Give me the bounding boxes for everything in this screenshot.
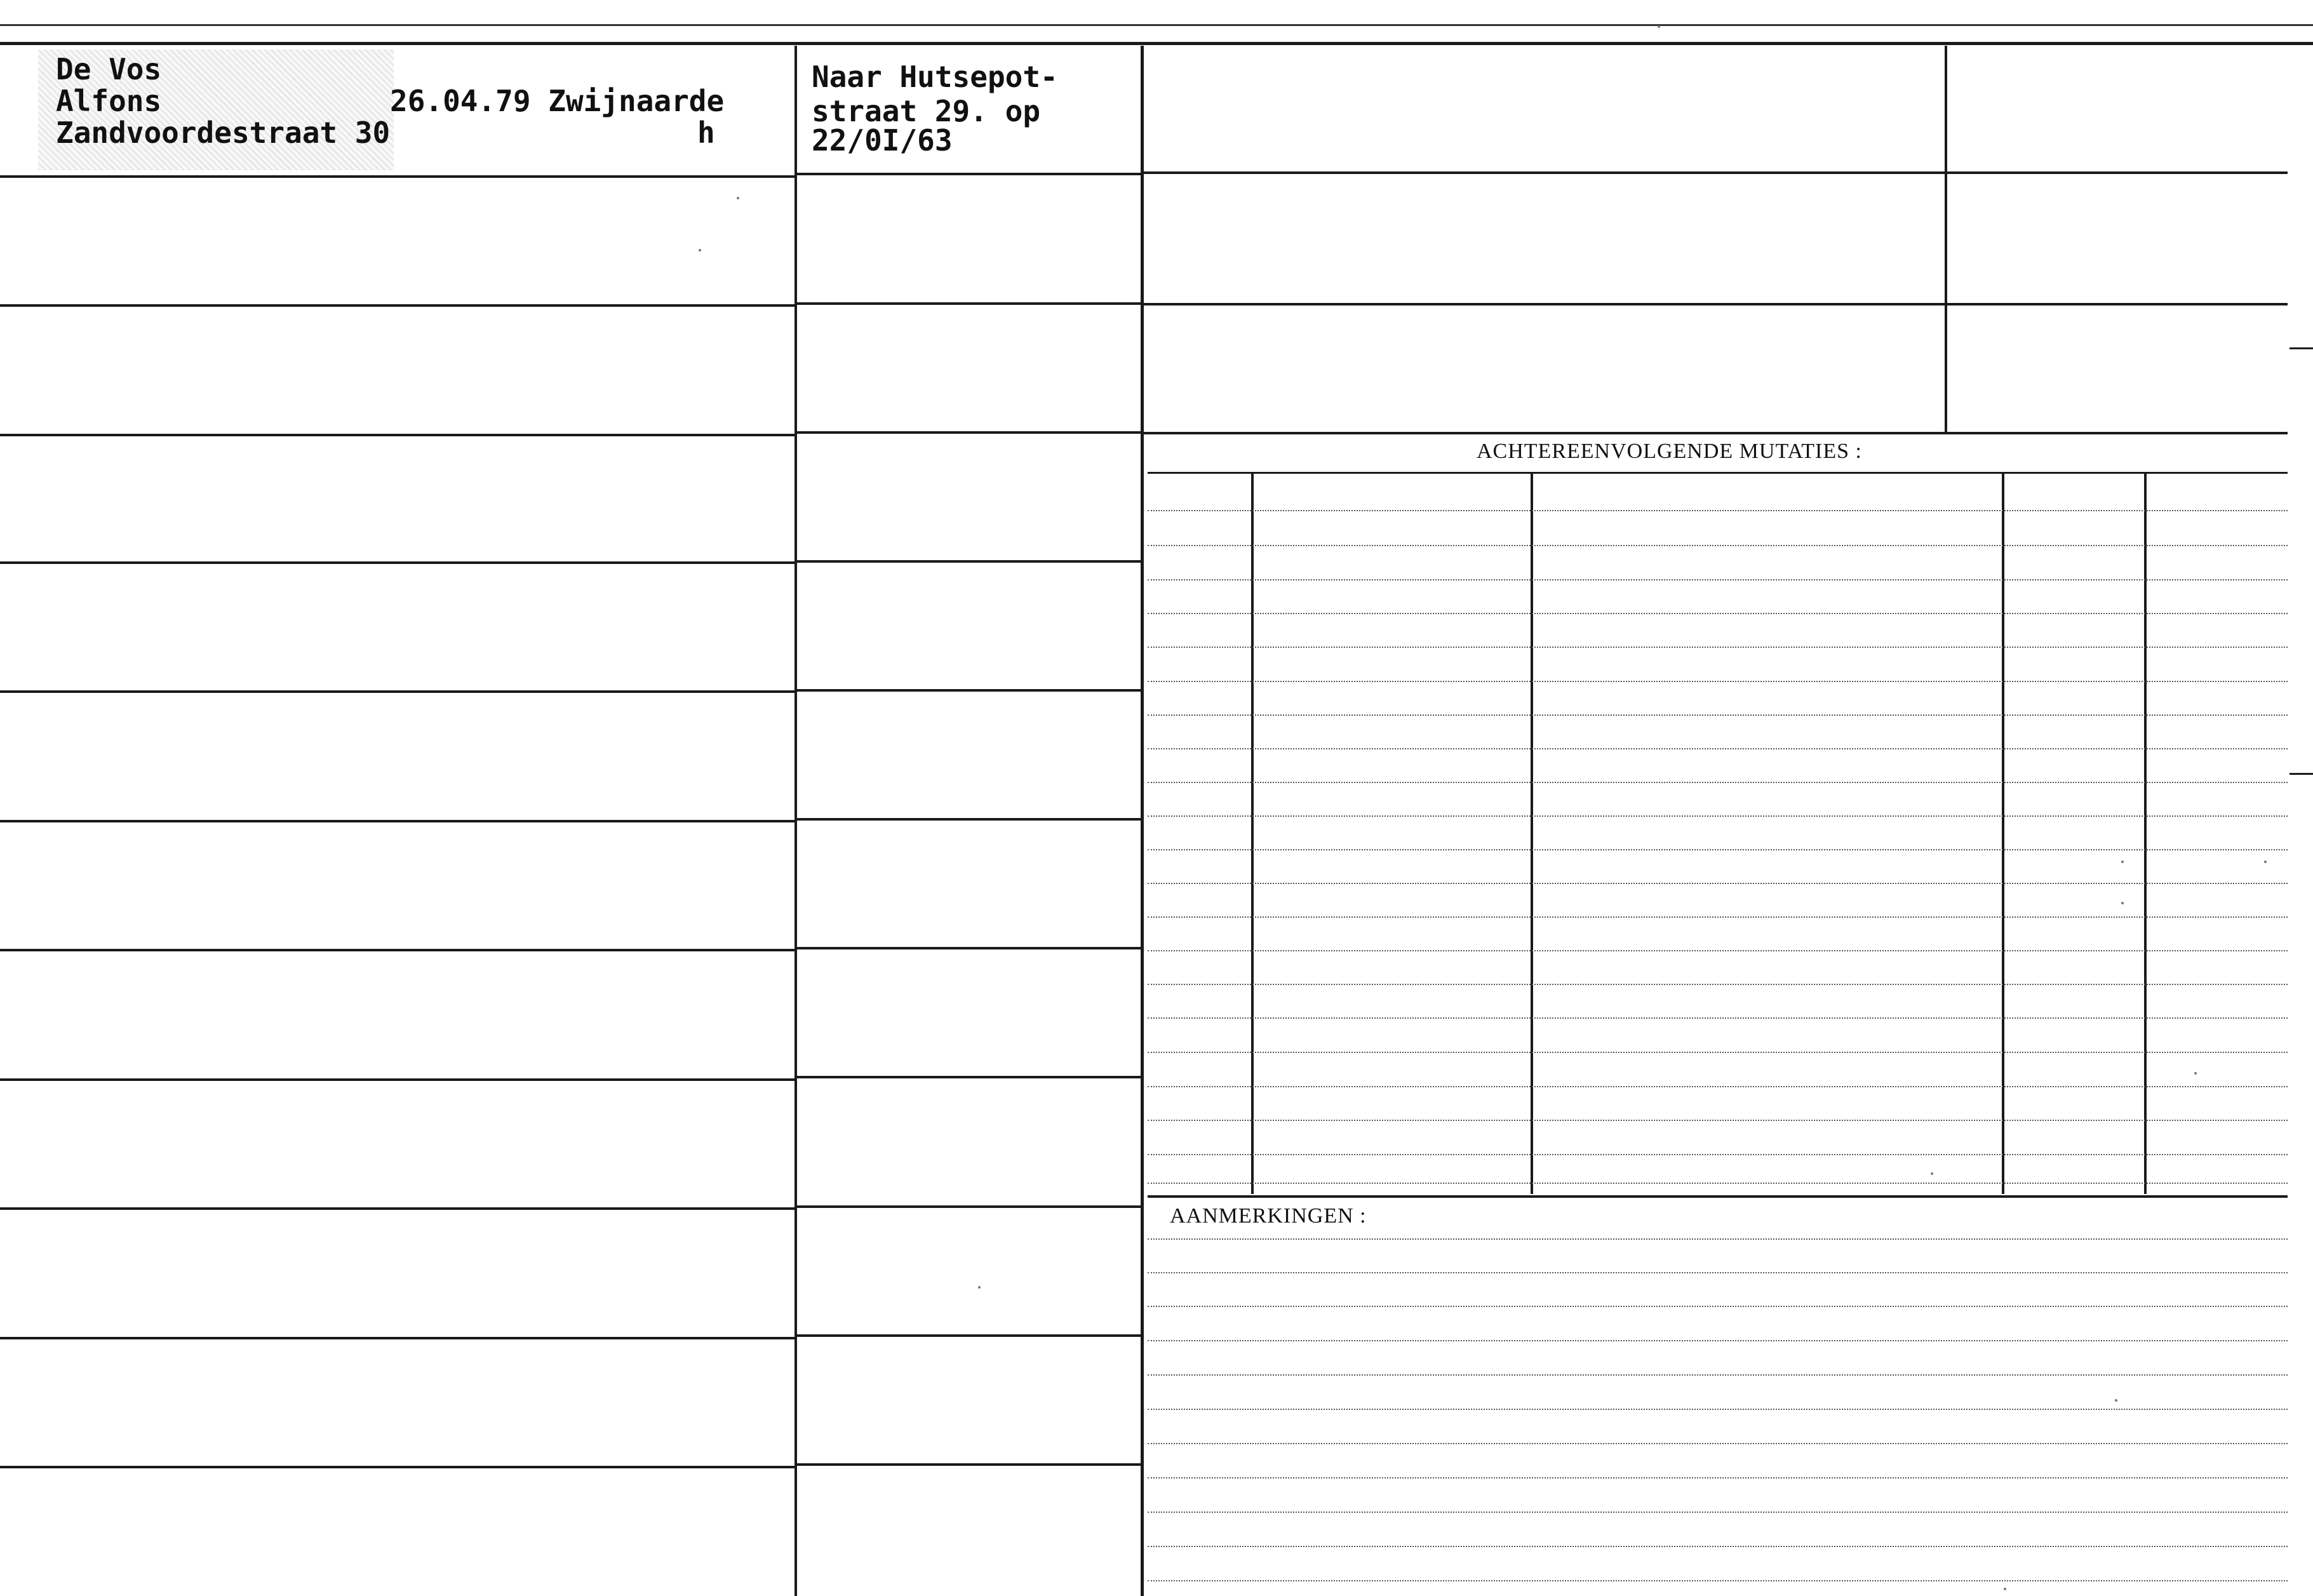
birth-info: 26.04.79 Zwijnaarde [390,84,725,118]
scan-speck [1931,1172,1933,1175]
mutations-dotted-row [1148,613,2288,614]
address: Zandvoordestraat 30 [56,116,391,150]
mutations-dotted-row [1148,916,2288,918]
left-row-line [0,820,794,822]
mutations-dotted-row [1148,849,2288,850]
remarks-header: AANMERKINGEN : [1170,1204,1367,1228]
top-edge-line [0,24,2313,26]
mutations-dotted-row [1148,510,2288,511]
top-border [0,42,2313,45]
left-row-line [0,1207,794,1210]
right-row-line [1144,171,2288,174]
remarks-dotted-line [1148,1238,2288,1240]
scan-speck [699,249,701,251]
mutations-dotted-row [1148,647,2288,648]
mutations-dotted-row [1148,1154,2288,1155]
column-divider-2 [1141,46,1144,1596]
scan-speck [978,1286,981,1289]
mutations-dotted-row [1148,984,2288,985]
middle-row-line [797,431,1141,434]
middle-row-line [797,1463,1141,1466]
middle-row-line [797,173,1141,175]
left-row-line [0,1078,794,1081]
edge-tick [2290,347,2313,349]
middle-row-line [797,1334,1141,1337]
move-note-line2: straat 29. op [812,94,1041,128]
left-row-line [0,434,794,436]
middle-row-line [797,302,1141,305]
scan-speck [2115,1399,2117,1402]
right-row-line [1144,432,2288,434]
scan-speck [2004,1588,2006,1590]
scan-speck [1658,25,1660,28]
scan-speck [2121,902,2124,904]
column-divider-1 [794,46,797,1596]
column-divider-3 [1945,46,1947,433]
mark: h [697,116,715,150]
scan-speck [2264,861,2267,863]
remarks-dotted-line [1148,1409,2288,1410]
mutations-dotted-row [1148,883,2288,884]
mutations-header: ACHTEREENVOLGENDE MUTATIES : [1477,439,1862,463]
remarks-dotted-line [1148,1272,2288,1273]
mutations-dotted-row [1148,1086,2288,1087]
first-name: Alfons [56,84,162,118]
mutations-dotted-row [1148,714,2288,716]
scan-speck [737,197,739,199]
mutations-dotted-row [1148,748,2288,749]
middle-row-line [797,1076,1141,1078]
mutations-dotted-row [1148,950,2288,951]
left-row-line [0,175,794,178]
mutations-dotted-row [1148,1120,2288,1121]
mutations-dotted-row [1148,815,2288,817]
middle-row-line [797,818,1141,821]
middle-row-line [797,689,1141,692]
middle-row-line [797,947,1141,949]
remarks-dotted-line [1148,1306,2288,1307]
remarks-dotted-line [1148,1580,2288,1581]
mutations-dotted-row [1148,1017,2288,1019]
remarks-dotted-line [1148,1374,2288,1376]
mutations-dotted-row [1148,782,2288,783]
mutations-dotted-row [1148,1183,2288,1184]
remarks-dotted-line [1148,1340,2288,1341]
scan-speck [2121,861,2124,863]
scan-speck [2194,1072,2197,1075]
mutations-header-line [1148,472,2288,474]
left-row-line [0,690,794,693]
middle-row-line [797,560,1141,563]
middle-row-line [797,1205,1141,1208]
left-row-line [0,304,794,307]
mutations-dotted-row [1148,579,2288,580]
left-row-line [0,949,794,951]
right-row-line [1144,303,2288,305]
move-note-line3: 22/0I/63 [812,123,953,158]
remarks-dotted-line [1148,1443,2288,1444]
remarks-dotted-line [1148,1512,2288,1513]
remarks-top-line [1148,1195,2288,1198]
left-row-line [0,561,794,564]
edge-tick [2290,773,2313,775]
mutations-dotted-row [1148,681,2288,682]
left-row-line [0,1466,794,1468]
move-note-line1: Naar Hutsepot- [812,60,1058,94]
surname: De Vos [56,52,162,86]
mutations-dotted-row [1148,1052,2288,1053]
remarks-dotted-line [1148,1477,2288,1479]
mutations-dotted-row [1148,545,2288,546]
left-row-line [0,1337,794,1339]
remarks-dotted-line [1148,1546,2288,1547]
